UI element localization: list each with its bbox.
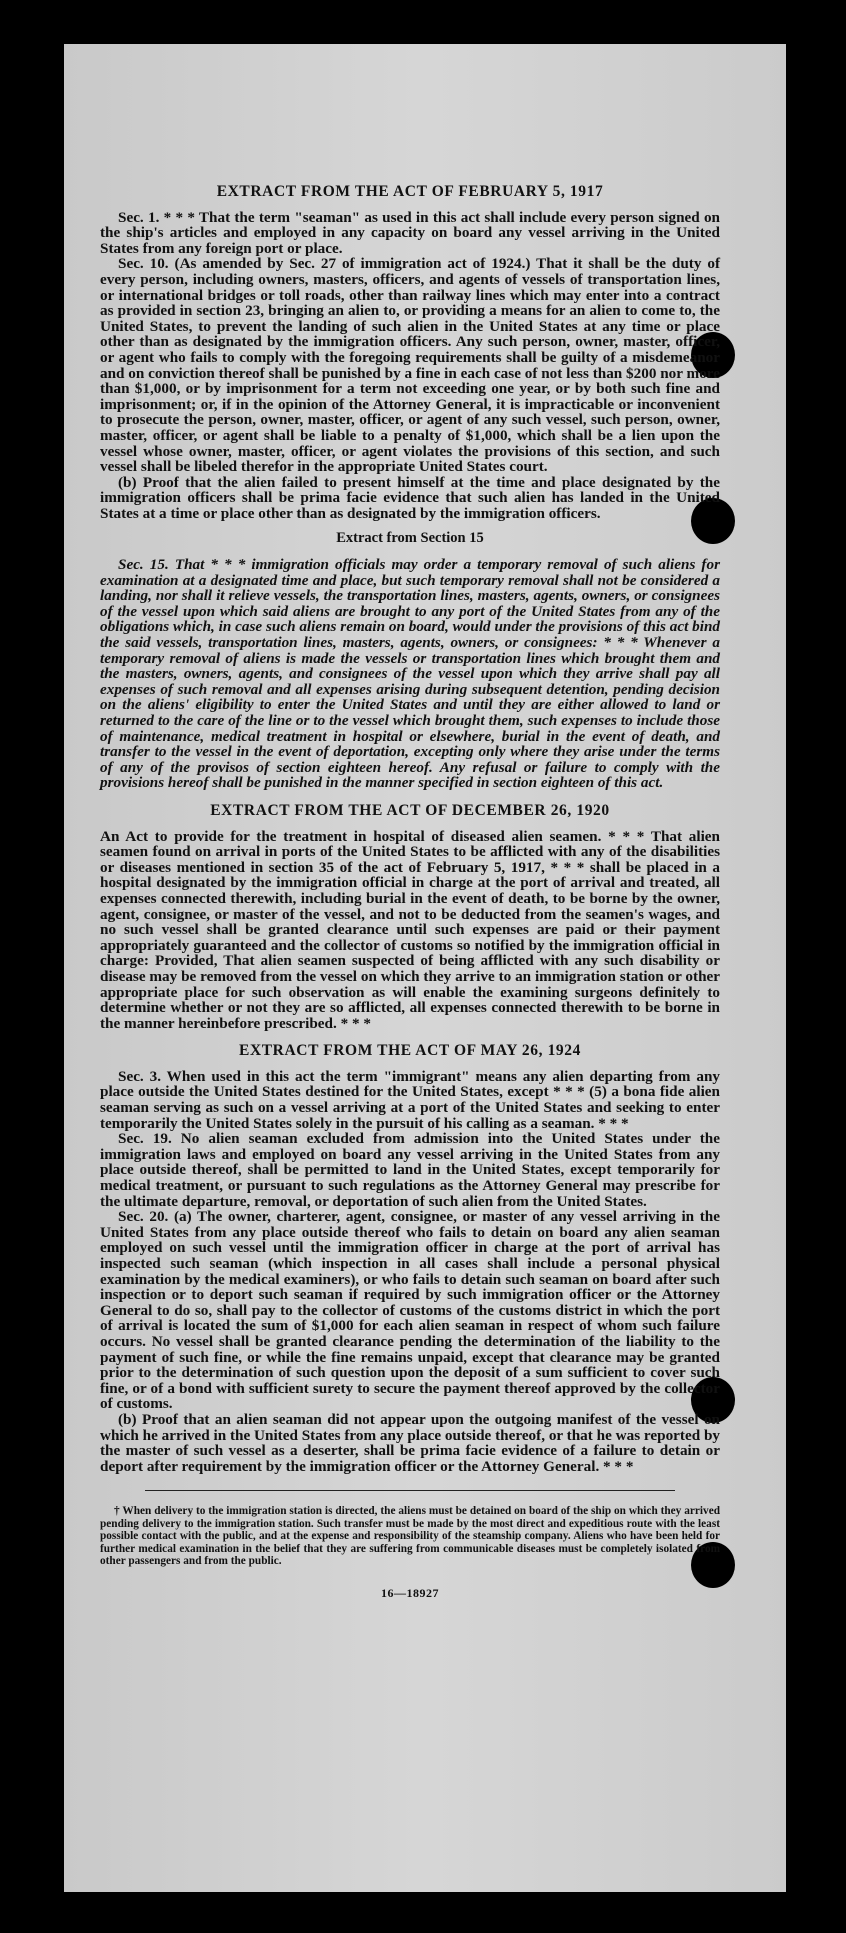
paragraph-sec-15: Sec. 15. That * * * immigration officials may order a temporary removal of such aliens for examination at a designated time and place, but such temporary removal shall not be considered a landing, nor shall it relieve vessels, the transportation lines, masters, agents, owners, or consignees of the vessel upon which said aliens are brought to any port of the United States from any of the obligations which, in case such aliens remain on board, would under the provisions of this act bind the said vessels, transportation lines, masters, agents, owners, or consignees: * * * Whenever a temporary removal of aliens is made the vessels or transportation lines which brought them and the masters, owners, agents, and consignees of the vessel upon which they arrive shall pay all expenses of such removal and all expenses arising during subsequent detention, pending decision on the aliens' eligibility to enter the United States and until they are either allowed to land or returned to the care of the line or to the vessel which brought them, such expenses to include those of maintenance, medical treatment in hospital or elsewhere, burial in the event of death, and transfer to the vessel in the event of deportation, excepting only where they arise under the terms of any of the provisos of section eighteen hereof. Any refusal or failure to comply with the provisions hereof shall be punished in the manner specified in section eighteen of this act.: [100, 556, 720, 792]
form-number: 16—18927: [381, 1585, 439, 1600]
section-heading-1920: EXTRACT FROM THE ACT OF DECEMBER 26, 1920: [210, 801, 610, 819]
paragraph-act-1920: An Act to provide for the treatment in hospital of diseased alien seamen. * * * That alien seamen found on arrival in ports of the United States to be afflicted with any of the disabilities or diseases mentioned in section 35 of the act of February 5, 1917, * * * shall be placed in a hospital designated by the immigration official in charge at the port of arrival and treated, all expenses connected therewith, including burial in the event of death, to be borne by the owner, agent, consignee, or master of the vessel, and not to be deducted from the seamen's wages, and no such vessel shall be granted clearance until such expenses are paid or their payment appropriately guaranteed and the collector of customs so notified by the immigration official in charge: Provided, That alien seamen suspected of being afflicted with any such disability or disease may be removed from the vessel on which they arrive to an immigration station or other appropriate place for such observation as will enable the examining surgeons definitely to determine whether or not they are so afflicted, all expenses connected therewith to be borne in the manner hereinbefore prescribed. * * *: [100, 827, 720, 1032]
paragraph-sec-1: Sec. 1. * * * That the term "seaman" as used in this act shall include every person signed on the ship's articles and employed in any capacity on board any vessel arriving in the United States from any foreign port or place.: [100, 208, 720, 257]
paragraph-sec-20-a: Sec. 20. (a) The owner, charterer, agent, consignee, or master of any vessel arriving in the United States from any place outside thereof who fails to detain on board any alien seaman employed on such vessel until the immigration officer in charge at the port of arrival has inspected such seaman (which inspection in all cases shall include a personal physical examination by the medical examiners), or who fails to detain such seaman on board after such inspection or to deport such seaman if required by such immigration officer or the Attorney General to do so, shall pay to the collector of customs of the customs district in which the port of arrival is located the sum of $1,000 for each alien seaman in respect of whom such failure occurs. No vessel shall be granted clearance pending the determination of the liability to the payment of such fine, or while the fine remains unpaid, except that clearance may be granted prior to the determination of such question upon the deposit of a sum sufficient to cover such fine, or of a bond with sufficient surety to secure the payment thereof approved by the collector of customs.: [100, 1208, 720, 1413]
footnote: † When delivery to the immigration station is directed, the aliens must be detained on board of the ship on which they arrived pending delivery to the immigration station. Such transfer must be made by the most direct and expeditious route with the least possible contact with the public, and at the expense and responsibility of the steamship company. Aliens who have been held for further medical examination in the belief that they are suffering from communicable diseases must be completely isolated from other passengers and from the public.: [100, 1505, 720, 1568]
footnote-divider: [145, 1490, 675, 1491]
paragraph-sec-10-b: (b) Proof that the alien failed to present himself at the time and place designated by the immigration officers shall be prima facie evidence that such alien has landed in the United States at a time or place other than as designated by the immigration officers.: [100, 473, 720, 522]
paragraph-sec-19: Sec. 19. No alien seaman excluded from admission into the United States under the immigration laws and employed on board any vessel arriving in the United States from any place outside thereof, shall be permitted to land in the United States, except temporarily for medical treatment, or pursuant to such regulations as the Attorney General may prescribe for the ultimate departure, removal, or deportation of such alien from the United States.: [100, 1130, 720, 1210]
section-heading-1924: EXTRACT FROM THE ACT OF MAY 26, 1924: [239, 1042, 581, 1060]
paragraph-sec-20-b: (b) Proof that an alien seaman did not appear upon the outgoing manifest of the vessel on which he arrived in the United States from any place outside thereof, or that he was reported by the master of such vessel as a deserter, shall be prima facie evidence of a failure to detain or deport after requirement by the immigration officer or the Attorney General. * * *: [100, 1410, 720, 1475]
section-heading-1917: EXTRACT FROM THE ACT OF FEBRUARY 5, 1917: [216, 183, 604, 200]
paragraph-sec-10: Sec. 10. (As amended by Sec. 27 of immigration act of 1924.) That it shall be the duty of every person, including owners, masters, officers, and agents of vessels of transportation lines, or international bridges or toll roads, other than railway lines which may enter into a contract as provided in section 23, bringing an alien to, or providing a means for an alien to come to, the United States, to prevent the landing of such alien in the United States at any time or place other than as designated by the immigration officers. Any such person, owner, master, officer, or agent who fails to comply with the foregoing requirements shall be guilty of a misdemeanor and on conviction thereof shall be punished by a fine in each case of not less than $200 nor more than $1,000, or by imprisonment for a term not exceeding one year, or by both such fine and imprisonment; or, if in the opinion of the Attorney General, it is impracticable or inconvenient to prosecute the person, owner, master, officer, or agent of any such vessel, such person, owner, master, officer, or agent shall be liable to a penalty of $1,000, which shall be a lien upon the vessel whose owner, master, officer, or agent violates the provisions of this section, and such vessel shall be libeled therefor in the appropriate United States court.: [100, 255, 720, 476]
paragraph-sec-3: Sec. 3. When used in this act the term "immigrant" means any alien departing from any place outside the United States destined for the United States, except * * * (5) a bona fide alien seaman serving as such on a vessel arriving at a port of the United States and seeking to enter temporarily the United States solely in the pursuit of his calling as a seaman. * * *: [100, 1067, 720, 1132]
document-body: [100, 178, 720, 1601]
subheading-section-15: Extract from Section 15: [336, 530, 484, 547]
